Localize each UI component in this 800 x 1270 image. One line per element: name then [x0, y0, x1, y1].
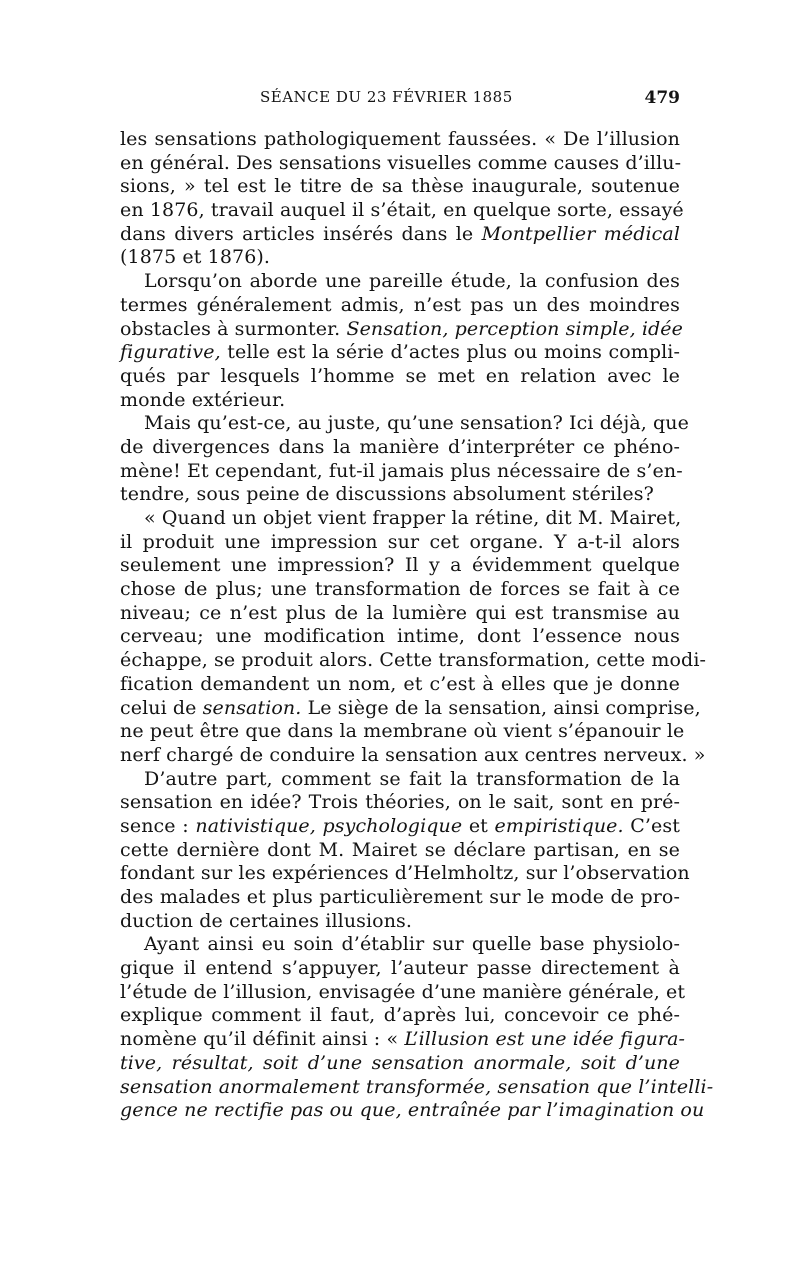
journal-title: Montpellier médical — [481, 222, 681, 245]
running-head — [120, 88, 680, 116]
text-line: des malades et plus particulièrement sur le mode de pro- — [120, 886, 680, 908]
text-line: cerveau; une modification intime, dont l’essence nous — [120, 625, 680, 648]
text-line: chose de plus; une transformation de forces se fait à ce — [120, 578, 680, 601]
text-line: seulement une impression? Il y a évidemment quelque — [120, 554, 680, 577]
text-line: qués par lesquels l’homme se met en relation avec le — [120, 364, 680, 387]
text-line: fondant sur les expériences d’Helmholtz, sur l’observation — [120, 862, 690, 885]
text-line: (1875 et 1876). — [120, 246, 271, 269]
text-line: sence : nativistique, psychologique et empiristique. C’est — [120, 814, 680, 837]
text-line: nerf chargé de conduire la sensation aux centres nerveux. » — [120, 743, 706, 766]
text-line: tendre, sous peine de discussions absolument stériles? — [120, 483, 654, 506]
text-line: nomène qu’il définit ainsi : « L’illusion est une idée figura- — [120, 1028, 686, 1051]
text-line: en général. Des sensations visuelles comme causes d’illu- — [120, 151, 682, 174]
running-title: SÉANCE DU 23 FÉVRIER 1885 — [260, 88, 513, 106]
text-line: gence ne rectifie pas ou que, entraînée par l’imagination ou — [120, 1099, 705, 1122]
text-line: en 1876, travail auquel il s’était, en quelque sorte, essayé — [120, 199, 684, 222]
page-number: 479 — [644, 88, 680, 108]
text-line: fication demandent un nom, et c’est à elles que je donne — [120, 672, 680, 695]
text-line: Ayant ainsi eu soin d’établir sur quelle base physiolo- — [144, 933, 680, 956]
text-line: ne peut être que dans la membrane où vient s’épanouir le — [120, 720, 685, 743]
text-line: figurative, telle est la série d’actes plus ou moins compli- — [120, 341, 680, 364]
text-line: sions, » tel est le titre de sa thèse inaugurale, soutenue — [120, 175, 680, 198]
text-line: tive, résultat, soit d’une sensation anormale, soit d’une — [120, 1051, 680, 1074]
text-line: sensation en idée? Trois théories, on le sait, sont en pré- — [120, 791, 680, 814]
body-text — [120, 128, 714, 1123]
text-line: les sensations pathologiquement faussées. « De l’illusion — [120, 128, 680, 150]
text-line: Mais qu’est-ce, au juste, qu’une sensation? Ici déjà, que — [144, 412, 689, 435]
text-line: mène! Et cependant, fut-il jamais plus nécessaire de s’en- — [120, 459, 683, 482]
text-line: duction de certaines illusions. — [120, 909, 413, 932]
text-line: celui de sensation. Le siège de la sensation, ainsi comprise, — [120, 696, 701, 719]
text-line: « Quand un objet vient frapper la rétine, dit M. Mairet, — [144, 507, 682, 529]
text-line: obstacles à surmonter. Sensation, perception simple, idée — [120, 317, 683, 340]
text-line: sensation anormalement transformée, sensation que l’intelli- — [120, 1075, 714, 1098]
text-line: monde extérieur. — [120, 388, 286, 411]
italic-terms: Sensation, perception simple, idée — [346, 317, 683, 340]
text-line: échappe, se produit alors. Cette transformation, cette modi- — [120, 649, 707, 672]
text-line: niveau; ce n’est plus de la lumière qui est transmise au — [120, 601, 680, 624]
text-line: de divergences dans la manière d’interpréter ce phéno- — [120, 435, 680, 458]
text-line: explique comment il faut, d’après lui, concevoir ce phé- — [120, 1004, 680, 1027]
text-line: D’autre part, comment se fait la transformation de la — [144, 767, 680, 790]
text-line: l’étude de l’illusion, envisagée d’une manière générale, et — [120, 980, 686, 1003]
text-line: termes généralement admis, n’est pas un des moindres — [120, 293, 680, 316]
text-line: Lorsqu’on aborde une pareille étude, la confusion des — [144, 270, 680, 293]
text-line: cette dernière dont M. Mairet se déclare partisan, en se — [120, 838, 680, 861]
text-line: dans divers articles insérés dans le Montpellier médical — [120, 222, 681, 245]
text-line: gique il entend s’appuyer, l’auteur passe directement à — [120, 957, 680, 980]
text-line: il produit une impression sur cet organe. Y a-t-il alors — [120, 530, 680, 553]
